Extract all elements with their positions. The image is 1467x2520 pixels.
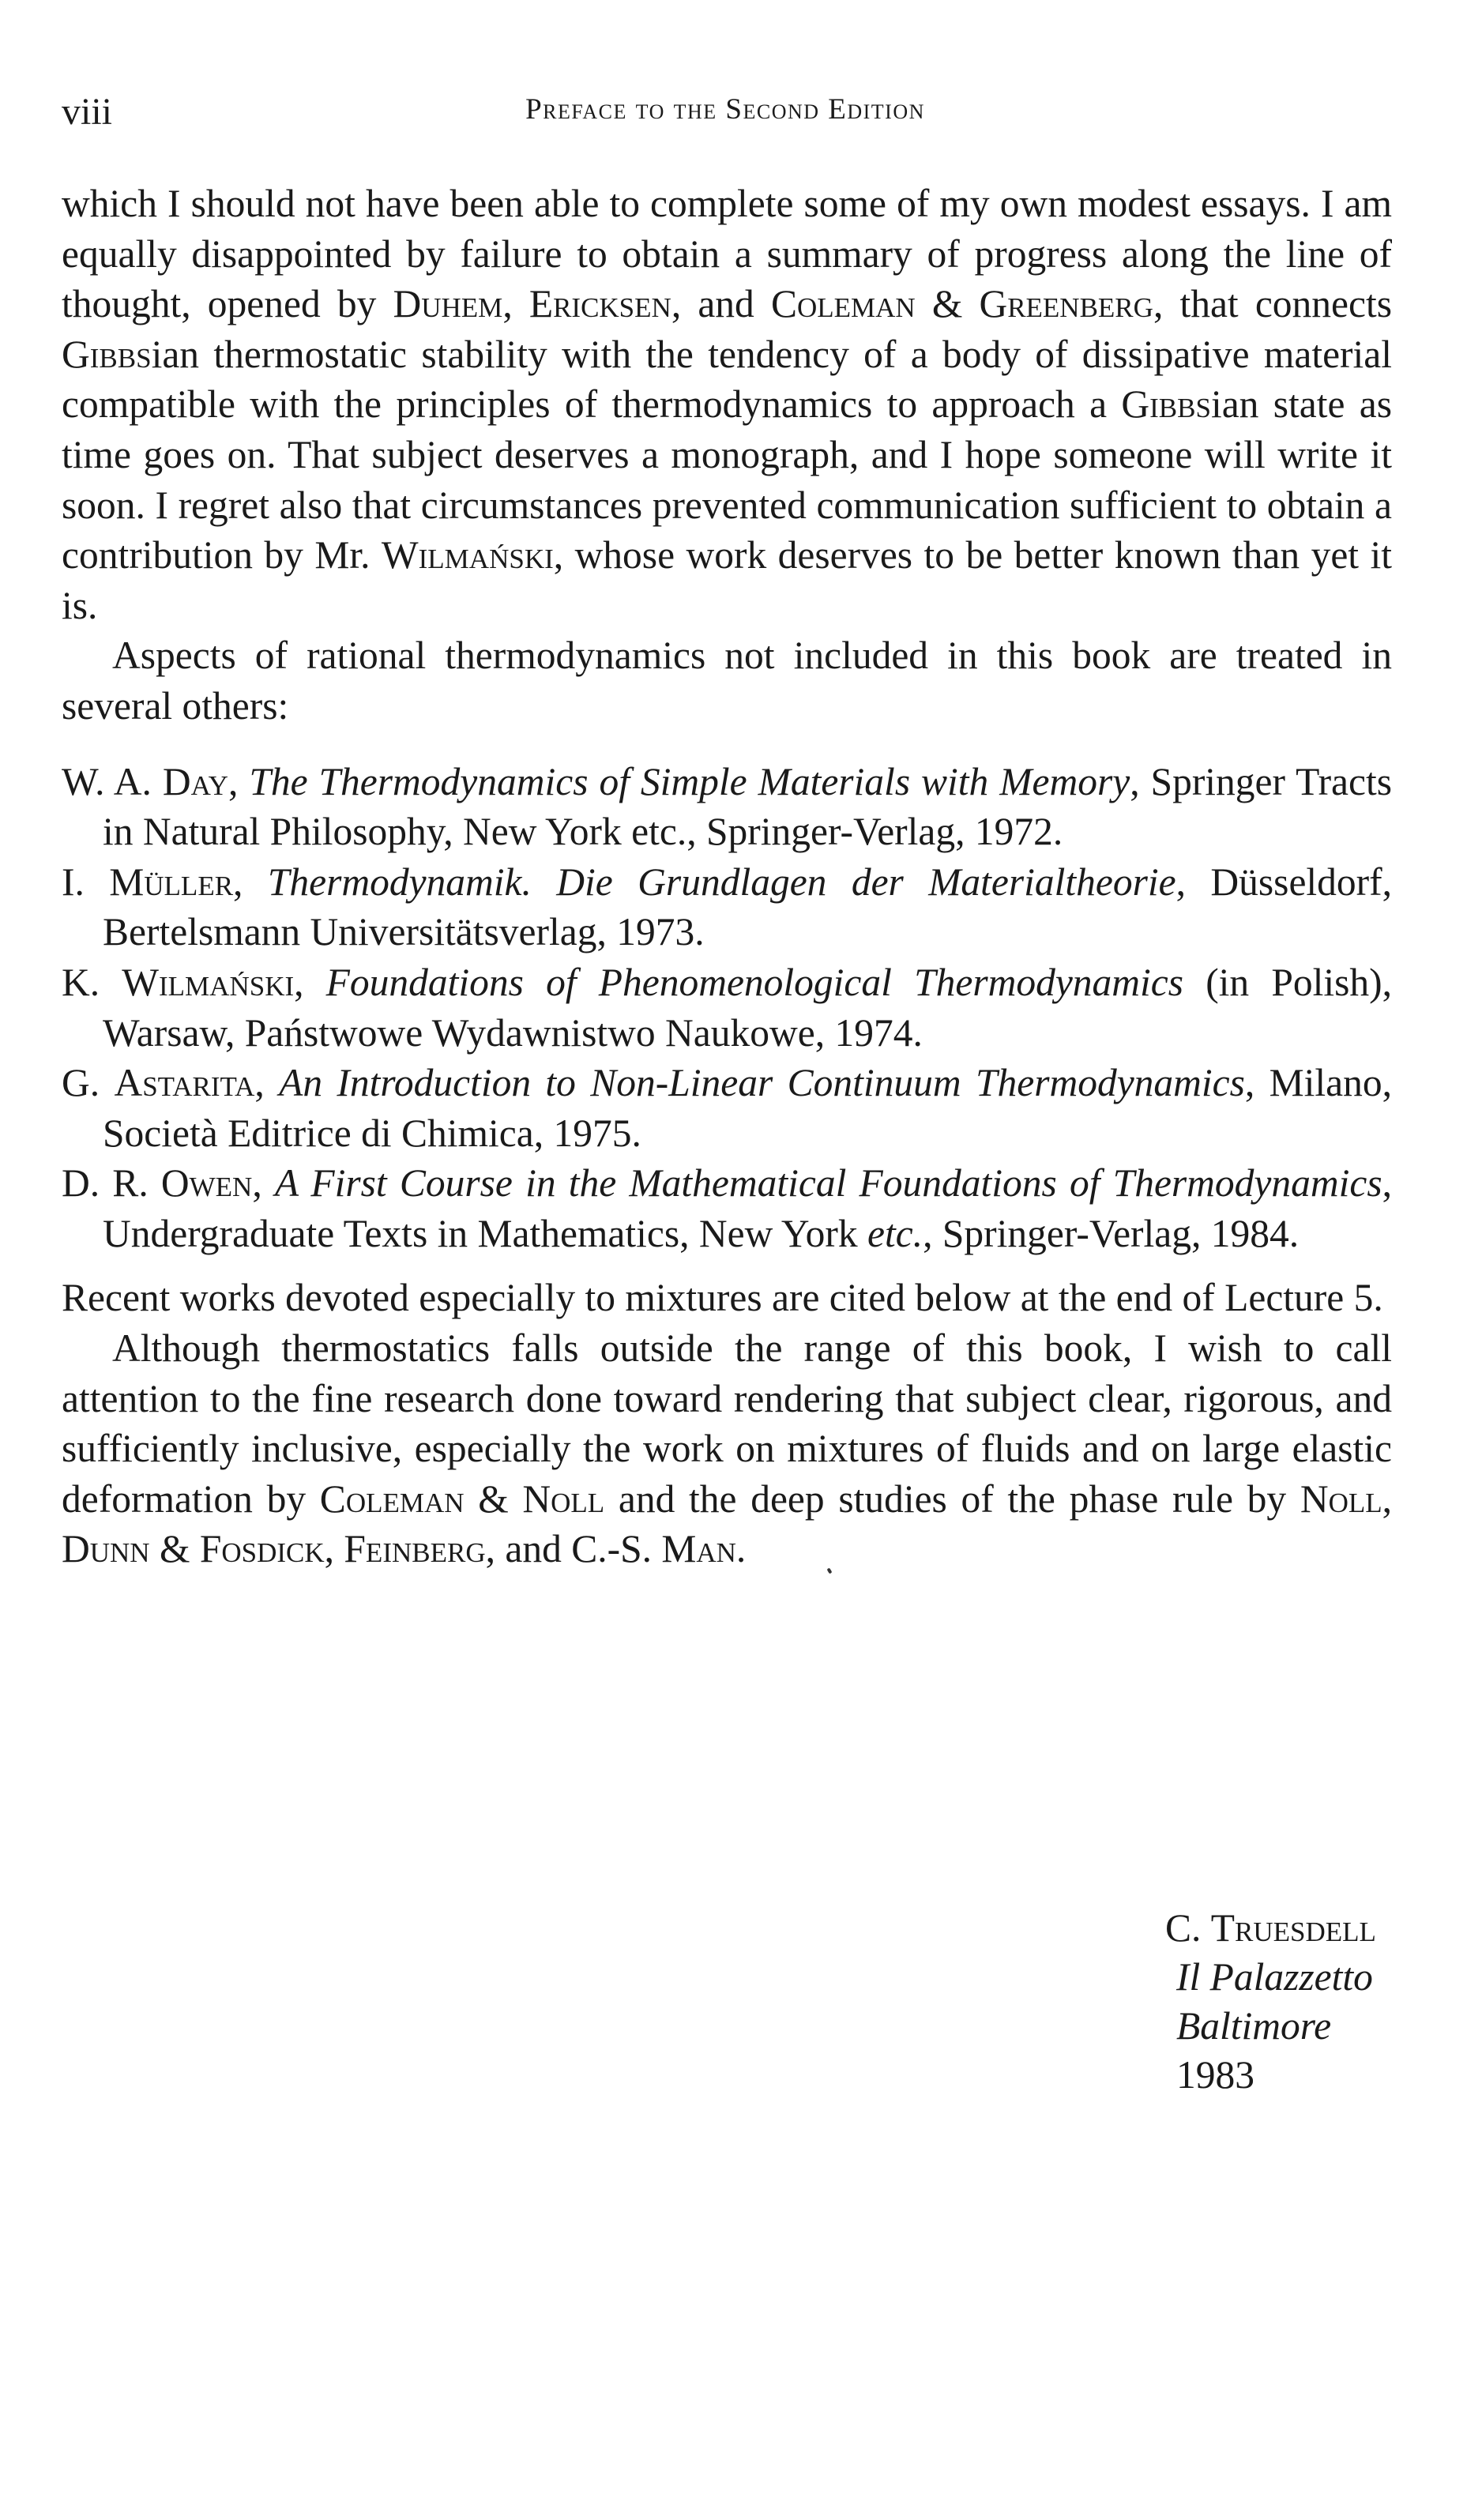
reference-list bbox=[62, 757, 1392, 1259]
reference-author: Day bbox=[162, 759, 228, 803]
reference-author: Owen bbox=[160, 1161, 253, 1205]
reference-author: Wilmański bbox=[122, 960, 295, 1004]
author-name: Coleman & Greenberg bbox=[770, 282, 1153, 326]
reference-author: Astarita bbox=[114, 1061, 255, 1105]
author-initials: D. R. bbox=[62, 1161, 161, 1205]
author-name: Gibbs bbox=[62, 332, 152, 376]
text-run: , bbox=[502, 282, 529, 326]
signature-initial: C. bbox=[1165, 1906, 1211, 1950]
text-run: , bbox=[294, 960, 326, 1004]
text-run: , bbox=[252, 1161, 275, 1205]
text-run: Although thermostatics falls outside the range of this book, I wish to call attention to the fine research done toward rendering that subject clear, rigorous, and sufficiently inclusive, especially the work on mixtures of fluids and on large elastic deformation by bbox=[62, 1326, 1392, 1521]
reference-details: , Springer-Verlag, 1984. bbox=[923, 1211, 1300, 1255]
reference-title: An Introduction to Non-Linear Continuum Thermodynamics bbox=[279, 1061, 1245, 1105]
text-run: . bbox=[735, 1527, 747, 1571]
reference-etc: etc. bbox=[867, 1211, 923, 1255]
reference-details: , Milano, Società Editrice di Chimica, 1975. bbox=[103, 1061, 1392, 1155]
reference-author: Müller bbox=[109, 859, 234, 904]
reference-item bbox=[62, 757, 1392, 857]
author-name: Wilmański bbox=[381, 533, 554, 577]
text-run: and the deep studies of the phase rule by bbox=[604, 1476, 1300, 1521]
text-run: , bbox=[233, 859, 268, 904]
main-text bbox=[62, 179, 1392, 1574]
paragraph-2: Aspects of rational thermodynamics not included in this book are treated in several others: bbox=[62, 634, 1392, 728]
text-run: ian state as time goes on. That subject deserves a monograph, and I hope someone will write it soon. I regret also that circumstances prevented communication sufficient to obtain a contribution by Mr. bbox=[62, 382, 1392, 577]
author-name: Coleman & Noll bbox=[319, 1476, 605, 1521]
signature-block bbox=[1165, 1904, 1402, 2100]
signature-name bbox=[1165, 1904, 1402, 1953]
author-name: Duhem bbox=[393, 282, 503, 326]
author-initials: W. A. bbox=[62, 759, 163, 803]
author-initials: I. bbox=[62, 859, 110, 904]
reference-item bbox=[62, 957, 1392, 1058]
reference-details: (in Polish), Warsaw, Państwowe Wydawnistwo Naukowe, 1974. bbox=[103, 960, 1392, 1055]
author-name: Ericksen bbox=[528, 282, 671, 326]
author-initials: K. bbox=[62, 960, 122, 1004]
text-run: , and C.-S. bbox=[485, 1527, 662, 1571]
running-header bbox=[62, 79, 1389, 134]
text-run: , bbox=[254, 1061, 280, 1105]
reference-details: etc., Springer-Verlag, 1972. bbox=[631, 810, 1063, 854]
paragraph-4 bbox=[62, 1323, 1392, 1574]
paragraph-3: Recent works devoted especially to mixtures are cited below at the end of Lecture 5. bbox=[62, 1276, 1383, 1320]
text-run: , bbox=[228, 759, 250, 803]
author-name: Feinberg bbox=[344, 1527, 486, 1571]
reference-title: The Thermodynamics of Simple Materials with Memory bbox=[249, 759, 1130, 803]
running-title: Preface to the Second Edition bbox=[525, 93, 925, 126]
text-run: , whose work deserves to be better known than yet it is. bbox=[62, 533, 1392, 627]
reference-item bbox=[62, 1158, 1392, 1258]
author-name: Gibbs bbox=[1121, 382, 1211, 427]
text-run: ian thermostatic stability with the tendency of a body of dissipative material compatible with the principles of thermodynamics to approach a bbox=[62, 332, 1392, 427]
signature-place-2: Baltimore bbox=[1176, 2004, 1332, 2048]
reference-details: , Düsseldorf, Bertelsmann Universitätsverlag, 1973. bbox=[103, 859, 1393, 954]
author-name: Noll, Dunn & Fosdick bbox=[62, 1476, 1392, 1571]
author-name: Man bbox=[661, 1527, 736, 1571]
reference-item bbox=[62, 857, 1392, 957]
text-run: , and bbox=[671, 282, 771, 326]
author-initials: G. bbox=[62, 1061, 115, 1105]
page-number: viii bbox=[62, 91, 113, 133]
text-run: , bbox=[324, 1527, 344, 1571]
signature-year: 1983 bbox=[1176, 2053, 1254, 2097]
reference-title: Thermodynamik. Die Grundlagen der Materialtheorie bbox=[267, 859, 1176, 904]
signature-place-1: Il Palazzetto bbox=[1176, 1955, 1373, 1999]
text-run: which I should not have been able to complete some of my own modest essays. I am equally disappointed by failure to obtain a summary of progress along the line of thought, opened by bbox=[62, 182, 1392, 326]
reference-details: , Springer Tracts in Natural Philosophy, New York bbox=[103, 759, 1393, 854]
reference-item bbox=[62, 1058, 1392, 1158]
paragraph-1 bbox=[62, 179, 1392, 630]
reference-title: A First Course in the Mathematical Foundations of Thermodynamics bbox=[274, 1161, 1382, 1205]
reference-details: , Undergraduate Texts in Mathematics, New York bbox=[103, 1161, 1392, 1255]
text-run: , that connects bbox=[1153, 282, 1392, 326]
signature-surname: Truesdell bbox=[1210, 1906, 1376, 1950]
reference-title: Foundations of Phenomenological Thermodynamics bbox=[325, 960, 1184, 1004]
